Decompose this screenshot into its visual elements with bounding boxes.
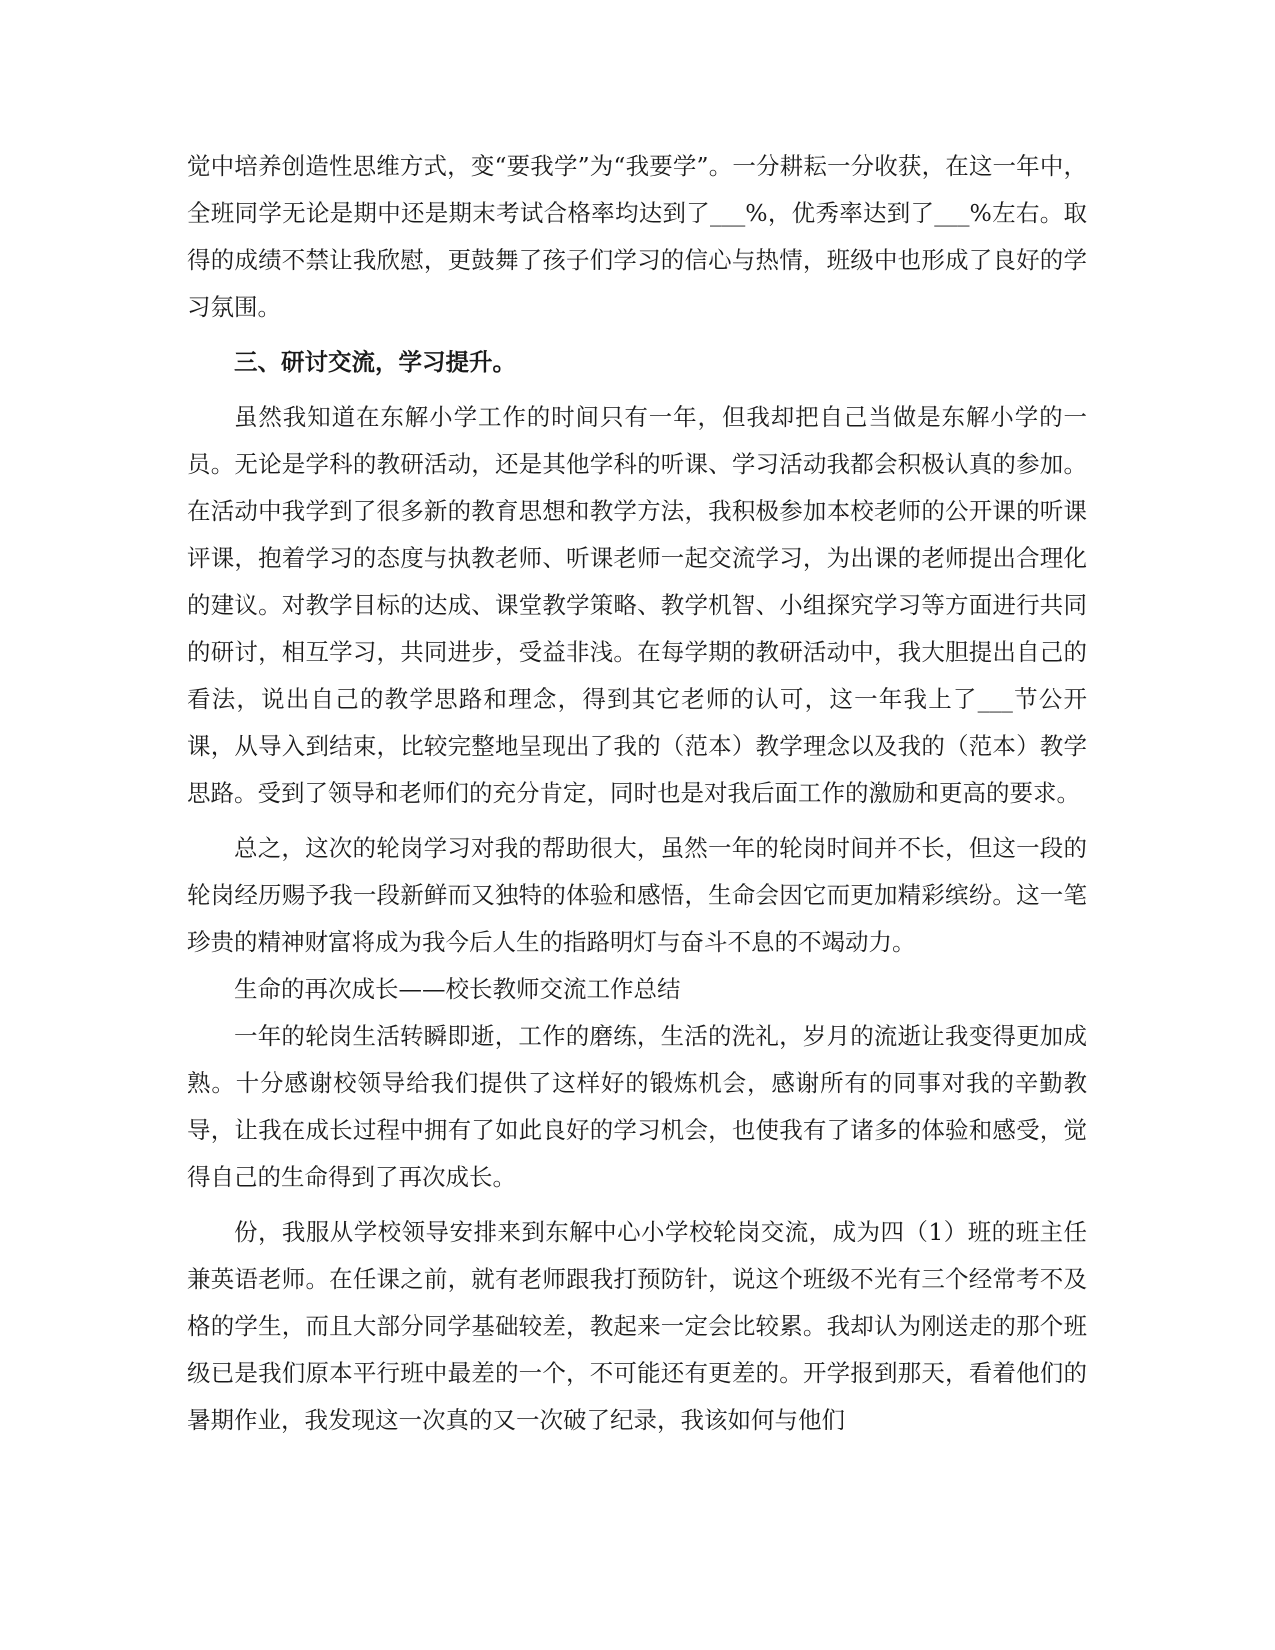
article-title: 生命的再次成长——校长教师交流工作总结: [234, 975, 681, 1003]
paragraph-1: 觉中培养创造性思维方式，变“要我学”为“我要学”。一分耕耘一分收获，在这一年中，全班同学无论是期中还是期末考试合格率均达到了___%，优秀率达到了___%左右。取得的成绩不禁让我欣慰，更鼓舞了孩子们学习的信心与热情，班级中也形成了良好的学习氛围。: [187, 152, 1087, 321]
document-body: [187, 143, 1087, 1444]
paragraph-5: 份，我服从学校领导安排来到东解中心小学校轮岗交流，成为四（1）班的班主任兼英语老师。在任课之前，就有老师跟我打预防针，说这个班级不光有三个经常考不及格的学生，而且大部分同学基础较差，教起来一定会比较累。我却认为刚送走的那个班级已是我们原本平行班中最差的一个，不可能还有更差的。开学报到那天，看着他们的暑期作业，我发现这一次真的又一次破了纪录，我该如何与他们: [187, 1218, 1087, 1434]
paragraph-2: 虽然我知道在东解小学工作的时间只有一年，但我却把自己当做是东解小学的一员。无论是学科的教研活动，还是其他学科的听课、学习活动我都会积极认真的参加。在活动中我学到了很多新的教育思想和教学方法，我积极参加本校老师的公开课的听课评课，抱着学习的态度与执教老师、听课老师一起交流学习，为出课的老师提出合理化的建议。对教学目标的达成、课堂教学策略、教学机智、小组探究学习等方面进行共同的研讨，相互学习，共同进步，受益非浅。在每学期的教研活动中，我大胆提出自己的看法，说出自己的教学思路和理念，得到其它老师的认可，这一年我上了___节公开课，从导入到结束，比较完整地呈现出了我的（范本）教学理念以及我的（范本）教学思路。受到了领导和老师们的充分肯定，同时也是对我后面工作的激励和更高的要求。: [187, 403, 1087, 807]
paragraph-3: 总之，这次的轮岗学习对我的帮助很大，虽然一年的轮岗时间并不长，但这一段的轮岗经历赐予我一段新鲜而又独特的体验和感悟，生命会因它而更加精彩缤纷。这一笔珍贵的精神财富将成为我今后人生的指路明灯与奋斗不息的不竭动力。: [187, 834, 1087, 956]
section-heading-3: 三、研讨交流，学习提升。: [234, 348, 516, 376]
paragraph-4: 一年的轮岗生活转瞬即逝，工作的磨练，生活的洗礼，岁月的流逝让我变得更加成熟。十分感谢校领导给我们提供了这样好的锻炼机会，感谢所有的同事对我的辛勤教导，让我在成长过程中拥有了如此良好的学习机会，也使我有了诸多的体验和感受，觉得自己的生命得到了再次成长。: [187, 1022, 1087, 1191]
